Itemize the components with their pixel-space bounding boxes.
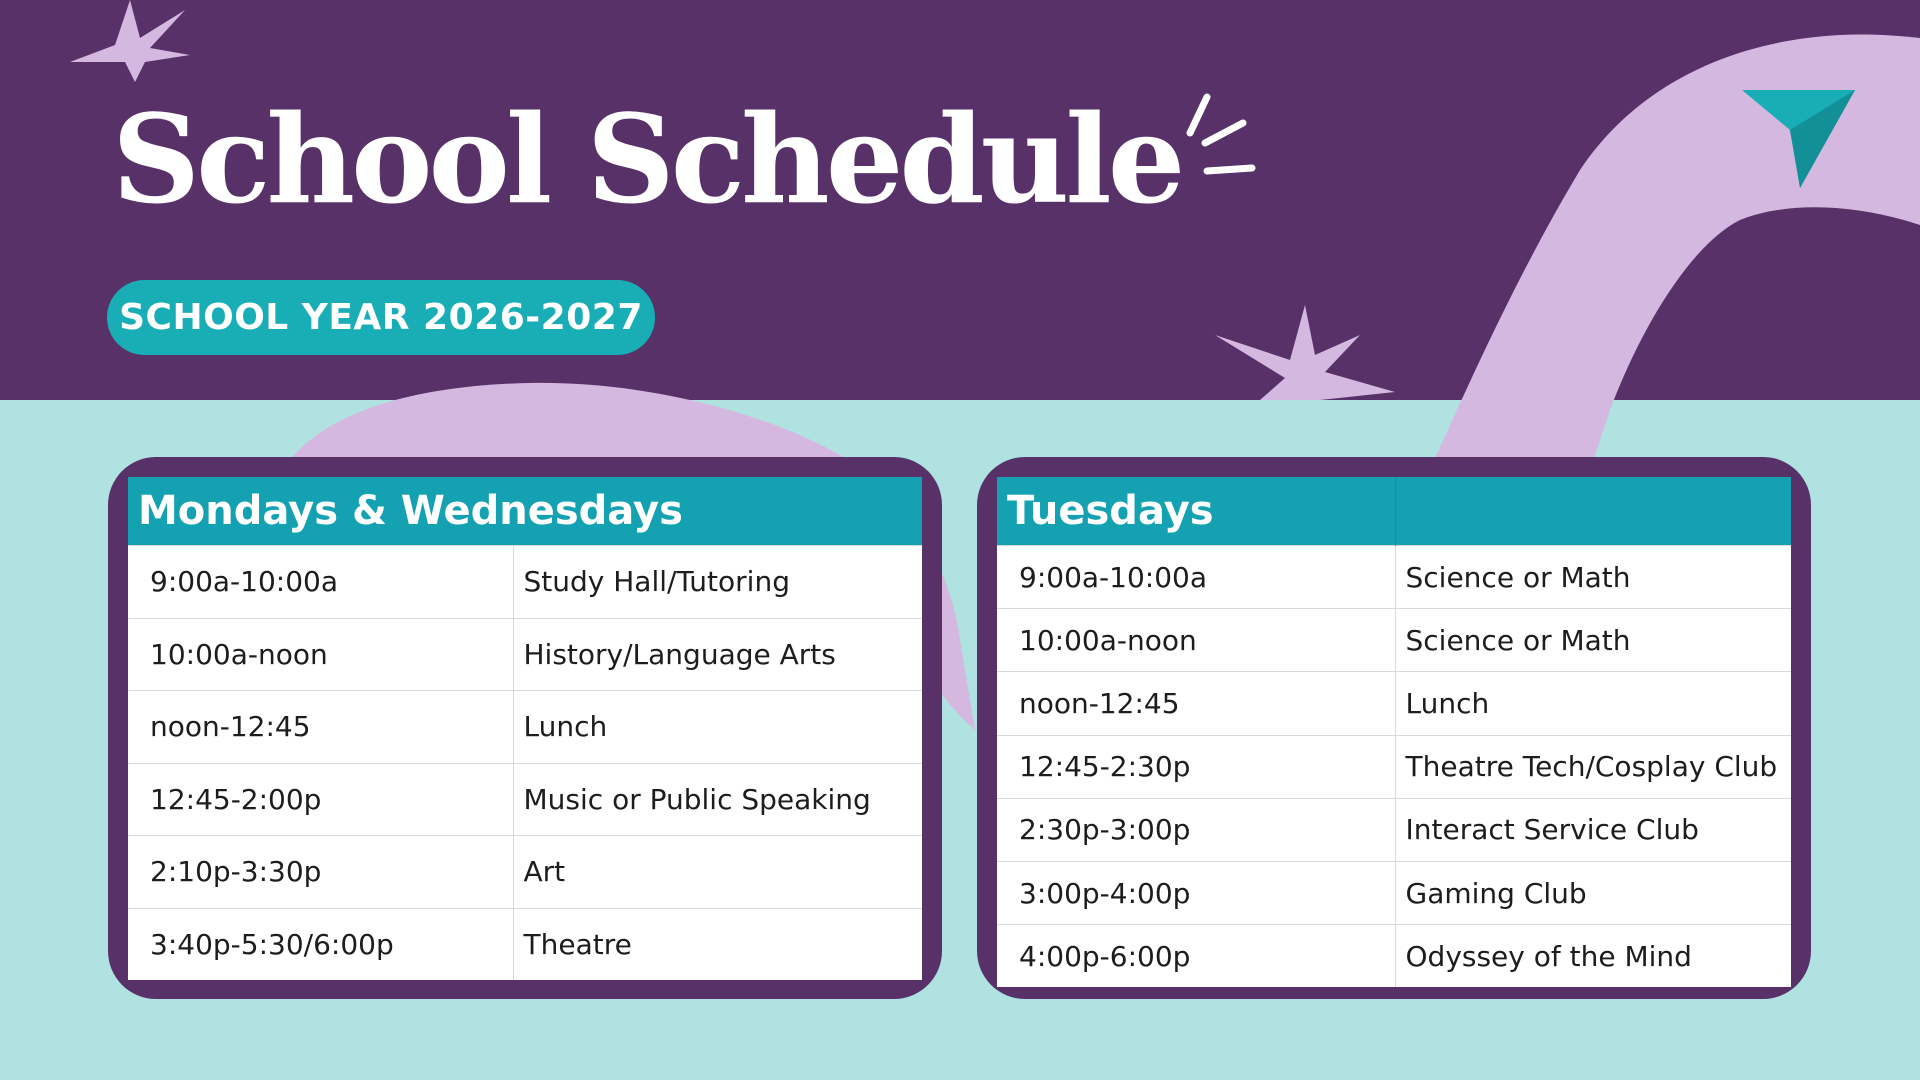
table-heading-blank <box>1395 477 1791 546</box>
activity-cell: Odyssey of the Mind <box>1395 925 1791 988</box>
activity-cell: Theatre <box>513 908 922 980</box>
tuesday-table <box>997 477 1791 987</box>
activity-cell: Science or Math <box>1395 609 1791 672</box>
time-cell: noon-12:45 <box>997 672 1395 735</box>
activity-cell: History/Language Arts <box>513 618 922 691</box>
activity-cell: Music or Public Speaking <box>513 763 922 836</box>
activity-cell: Study Hall/Tutoring <box>513 546 922 619</box>
table-row <box>997 925 1791 988</box>
mon-wed-table <box>128 477 922 980</box>
tuesday-schedule-card <box>977 457 1811 999</box>
table-row <box>997 546 1791 609</box>
time-cell: 12:45-2:30p <box>997 735 1395 798</box>
table-header-row <box>997 477 1791 546</box>
activity-cell: Lunch <box>513 691 922 764</box>
table-row <box>128 836 922 909</box>
time-cell: 9:00a-10:00a <box>997 546 1395 609</box>
table-row <box>128 546 922 619</box>
activity-cell: Interact Service Club <box>1395 798 1791 861</box>
mon-wed-schedule-card <box>108 457 942 999</box>
table-row <box>997 798 1791 861</box>
table-row <box>128 908 922 980</box>
sparkle-star-icon <box>70 0 190 82</box>
time-cell: 3:40p-5:30/6:00p <box>128 908 513 980</box>
school-year-badge: SCHOOL YEAR 2026-2027 <box>107 280 655 355</box>
table-heading: Tuesdays <box>997 477 1395 546</box>
table-row <box>128 763 922 836</box>
time-cell: 2:30p-3:00p <box>997 798 1395 861</box>
activity-cell: Science or Math <box>1395 546 1791 609</box>
time-cell: 12:45-2:00p <box>128 763 513 836</box>
time-cell: 9:00a-10:00a <box>128 546 513 619</box>
activity-cell: Gaming Club <box>1395 861 1791 924</box>
sparkle-star-icon <box>1215 305 1395 400</box>
table-row <box>997 672 1791 735</box>
time-cell: 10:00a-noon <box>128 618 513 691</box>
table-row <box>128 691 922 764</box>
activity-cell: Lunch <box>1395 672 1791 735</box>
time-cell: 10:00a-noon <box>997 609 1395 672</box>
time-cell: 2:10p-3:30p <box>128 836 513 909</box>
page-title: School Schedule <box>112 87 1182 231</box>
table-header-row <box>128 477 922 546</box>
table-row <box>128 618 922 691</box>
time-cell: 4:00p-6:00p <box>997 925 1395 988</box>
burst-lines-icon <box>1190 97 1252 171</box>
table-row <box>997 861 1791 924</box>
table-row <box>997 735 1791 798</box>
table-heading: Mondays & Wednesdays <box>128 477 922 546</box>
activity-cell: Theatre Tech/Cosplay Club <box>1395 735 1791 798</box>
activity-cell: Art <box>513 836 922 909</box>
time-cell: 3:00p-4:00p <box>997 861 1395 924</box>
table-row <box>997 609 1791 672</box>
time-cell: noon-12:45 <box>128 691 513 764</box>
